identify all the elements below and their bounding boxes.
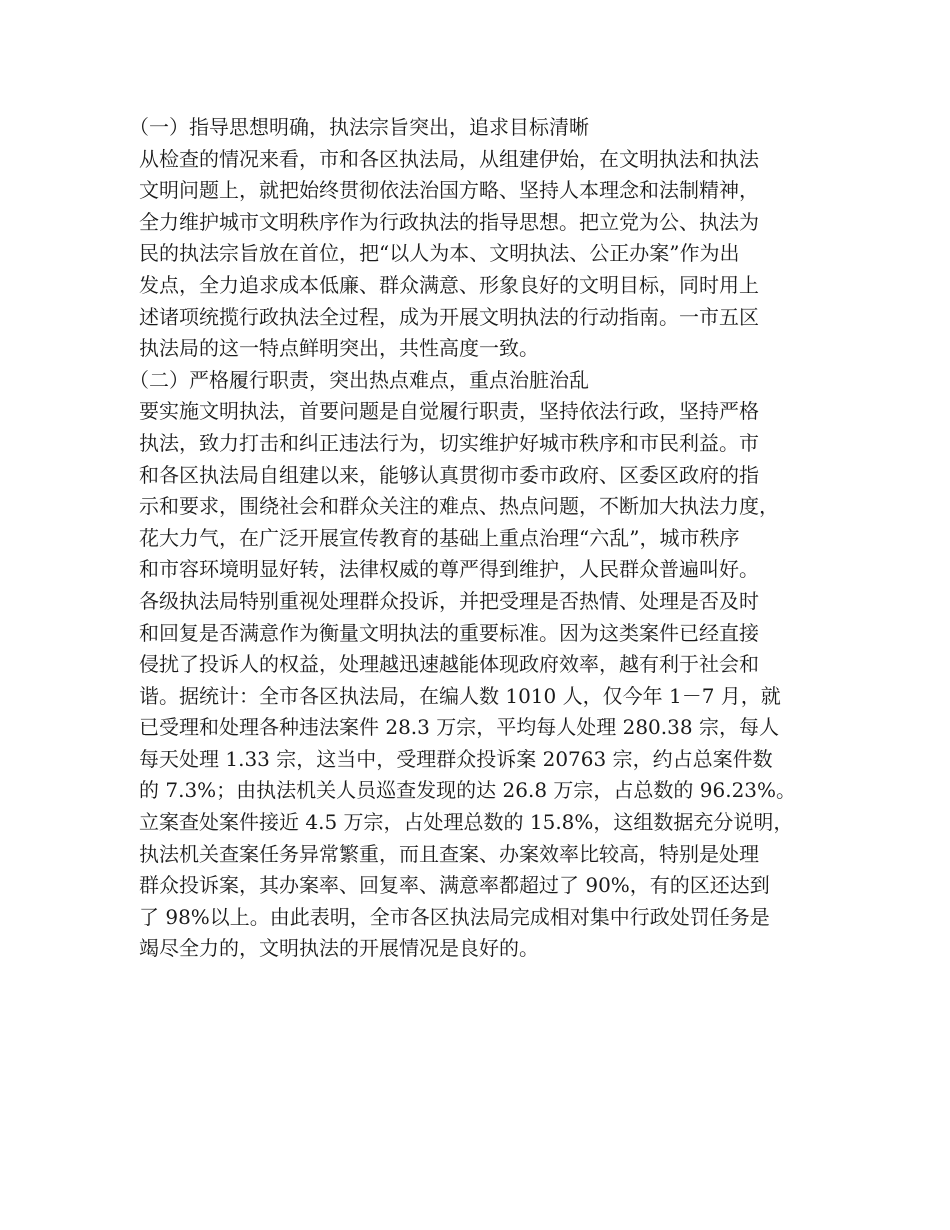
paragraph-line: 和市容环境明显好转，法律权威的尊严得到维护，人民群众普遍叫好。 [139, 557, 759, 582]
paragraph-line: 各级执法局特别重视处理群众投诉，并把受理是否热情、处理是否及时 [139, 588, 759, 613]
section-1-heading: （一）指导思想明确，执法宗旨突出，追求目标清晰 [129, 115, 589, 139]
paragraph-line: 述诸项统揽行政执法全过程，成为开展文明执法的行动指南。一市五区 [139, 304, 759, 329]
paragraph-line: 和各区执法局自组建以来，能够认真贯彻市委市政府、区委区政府的指 [139, 462, 759, 487]
paragraph-line: 执法局的这一特点鲜明突出，共性高度一致。 [139, 336, 539, 361]
paragraph-line: 了 98%以上。由此表明，全市各区执法局完成相对集中行政处罚任务是 [139, 904, 770, 929]
paragraph-line: 要实施文明执法，首要问题是自觉履行职责，坚持依法行政，坚持严格 [139, 399, 759, 424]
paragraph-line: 已受理和处理各种违法案件 28.3 万宗，平均每人处理 280.38 宗，每人 [139, 715, 779, 740]
section-1 [129, 112, 829, 365]
section-2-heading: （二）严格履行职责，突出热点难点，重点治脏治乱 [129, 367, 589, 392]
section-1-paragraph [139, 144, 829, 365]
paragraph-line: 立案查处案件接近 4.5 万宗，占处理总数的 15.8%，这组数据充分说明， [139, 810, 794, 835]
paragraph-line: 和回复是否满意作为衡量文明执法的重要标准。因为这类案件已经直接 [139, 620, 759, 645]
paragraph-line: 发点，全力追求成本低廉、群众满意、形象良好的文明目标，同时用上 [139, 272, 759, 297]
paragraph-line: 民的执法宗旨放在首位，把“以人为本、文明执法、公正办案”作为出 [139, 241, 740, 266]
paragraph-line: 的 7.3%；由执法机关人员巡查发现的达 26.8 万宗，占总数的 96.23%。 [139, 778, 797, 803]
paragraph-line: 示和要求，围绕社会和群众关注的难点、热点问题，不断加大执法力度， [139, 494, 779, 519]
paragraph-line: 执法机关查案任务异常繁重，而且查案、办案效率比较高，特别是处理 [139, 841, 759, 866]
document-body [129, 112, 829, 965]
paragraph-line: 文明问题上，就把始终贯彻依法治国方略、坚持人本理念和法制精神， [139, 178, 759, 203]
paragraph-line: 从检查的情况来看，市和各区执法局，从组建伊始，在文明执法和执法 [139, 146, 759, 171]
paragraph-line: 每天处理 1.33 宗，这当中，受理群众投诉案 20763 宗，约占总案件数 [139, 746, 773, 771]
paragraph-line: 全力维护城市文明秩序作为行政执法的指导思想。把立党为公、执法为 [139, 209, 759, 234]
section-2 [129, 365, 829, 965]
paragraph-line: 花大力气，在广泛开展宣传教育的基础上重点治理“六乱”，城市秩序 [139, 525, 740, 550]
paragraph-line: 谐。据统计：全市各区执法局，在编人数 1010 人，仅今年 1－7 月，就 [139, 683, 781, 708]
paragraph-line: 侵扰了投诉人的权益，处理越迅速越能体现政府效率，越有利于社会和 [139, 652, 759, 677]
paragraph-line: 竭尽全力的，文明执法的开展情况是良好的。 [139, 936, 539, 961]
paragraph-line: 执法，致力打击和纠正违法行为，切实维护好城市秩序和市民利益。市 [139, 430, 759, 455]
paragraph-line: 群众投诉案，其办案率、回复率、满意率都超过了 90%，有的区还达到 [139, 873, 770, 898]
section-2-paragraph [139, 396, 829, 965]
